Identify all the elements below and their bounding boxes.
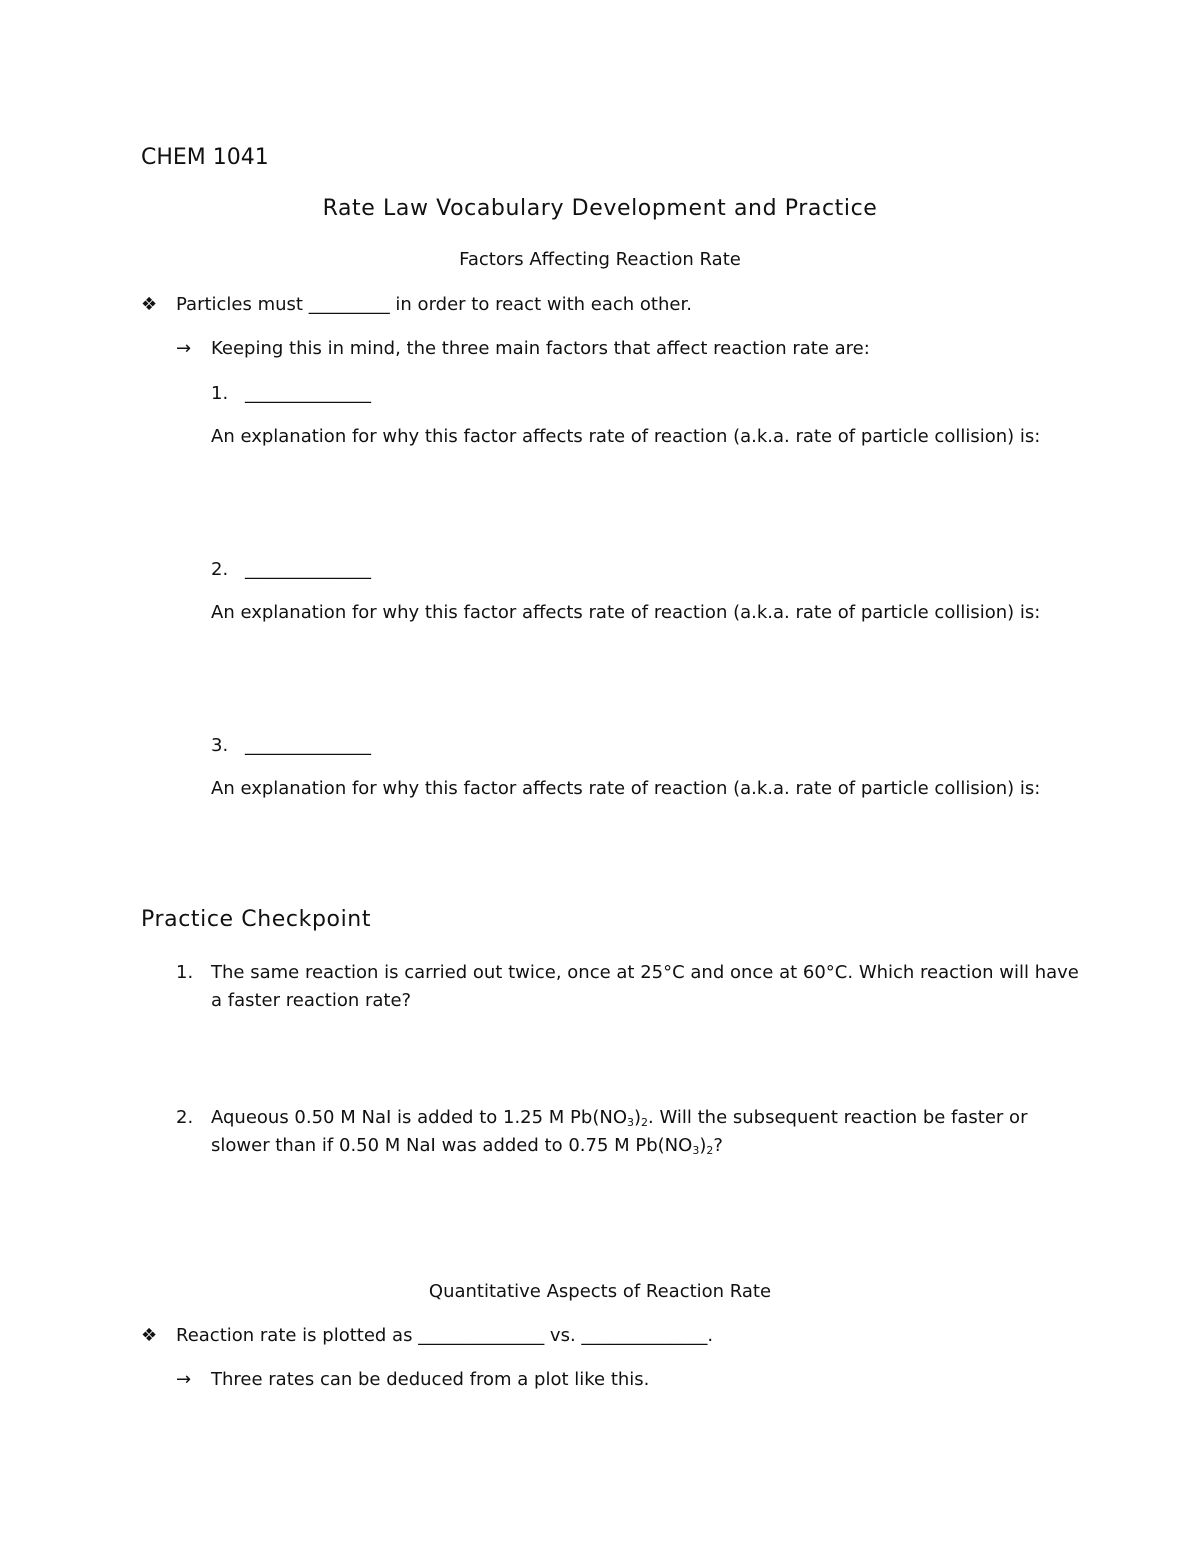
course-code: CHEM 1041 xyxy=(141,145,269,170)
factor-blank: ______________ xyxy=(245,383,371,404)
question-number: 2. xyxy=(176,1107,194,1128)
section-heading-factors: Factors Affecting Reaction Rate xyxy=(459,249,741,270)
right-arrow-icon: → xyxy=(176,1369,192,1390)
page-title: Rate Law Vocabulary Development and Practice xyxy=(322,196,878,221)
factor-explanation-prompt: An explanation for why this factor affects rate of reaction (a.k.a. rate of particle collision) is: xyxy=(211,602,1041,623)
section-heading-quantitative: Quantitative Aspects of Reaction Rate xyxy=(428,1281,772,1302)
diamond-bullet-icon: ❖ xyxy=(141,1325,158,1346)
factor-number: 1. xyxy=(211,383,229,404)
question-2-line-1: Aqueous 0.50 M NaI is added to 1.25 M $Pb(NO_3)_2$. Will the subsequent reaction be faster or xyxy=(211,1107,1028,1129)
three-rates-note: Three rates can be deduced from a plot like this. xyxy=(211,1369,650,1390)
factor-explanation-prompt: An explanation for why this factor affects rate of reaction (a.k.a. rate of particle collision) is: xyxy=(211,426,1041,447)
practice-checkpoint-heading: Practice Checkpoint xyxy=(141,907,372,932)
factor-number: 2. xyxy=(211,559,229,580)
question-1-line-1: The same reaction is carried out twice, once at 25°C and once at 60°C. Which reaction will have xyxy=(211,962,1079,983)
question-2-line-2: slower than if 0.50 M NaI was added to 0.75 M $Pb(NO_3)_2$? xyxy=(211,1135,723,1157)
factor-blank: ______________ xyxy=(245,735,371,756)
factors-intro: Keeping this in mind, the three main factors that affect reaction rate are: xyxy=(211,338,870,359)
plot-axes-prompt: Reaction rate is plotted as ______________ vs. ______________. xyxy=(176,1325,714,1346)
question-number: 1. xyxy=(176,962,194,983)
collision-prompt: Particles must _________ in order to react with each other. xyxy=(176,294,692,315)
factor-explanation-prompt: An explanation for why this factor affects rate of reaction (a.k.a. rate of particle collision) is: xyxy=(211,778,1041,799)
factor-blank: ______________ xyxy=(245,559,371,580)
diamond-bullet-icon: ❖ xyxy=(141,294,158,315)
question-1-line-2: a faster reaction rate? xyxy=(211,990,412,1011)
factor-number: 3. xyxy=(211,735,229,756)
right-arrow-icon: → xyxy=(176,338,192,359)
